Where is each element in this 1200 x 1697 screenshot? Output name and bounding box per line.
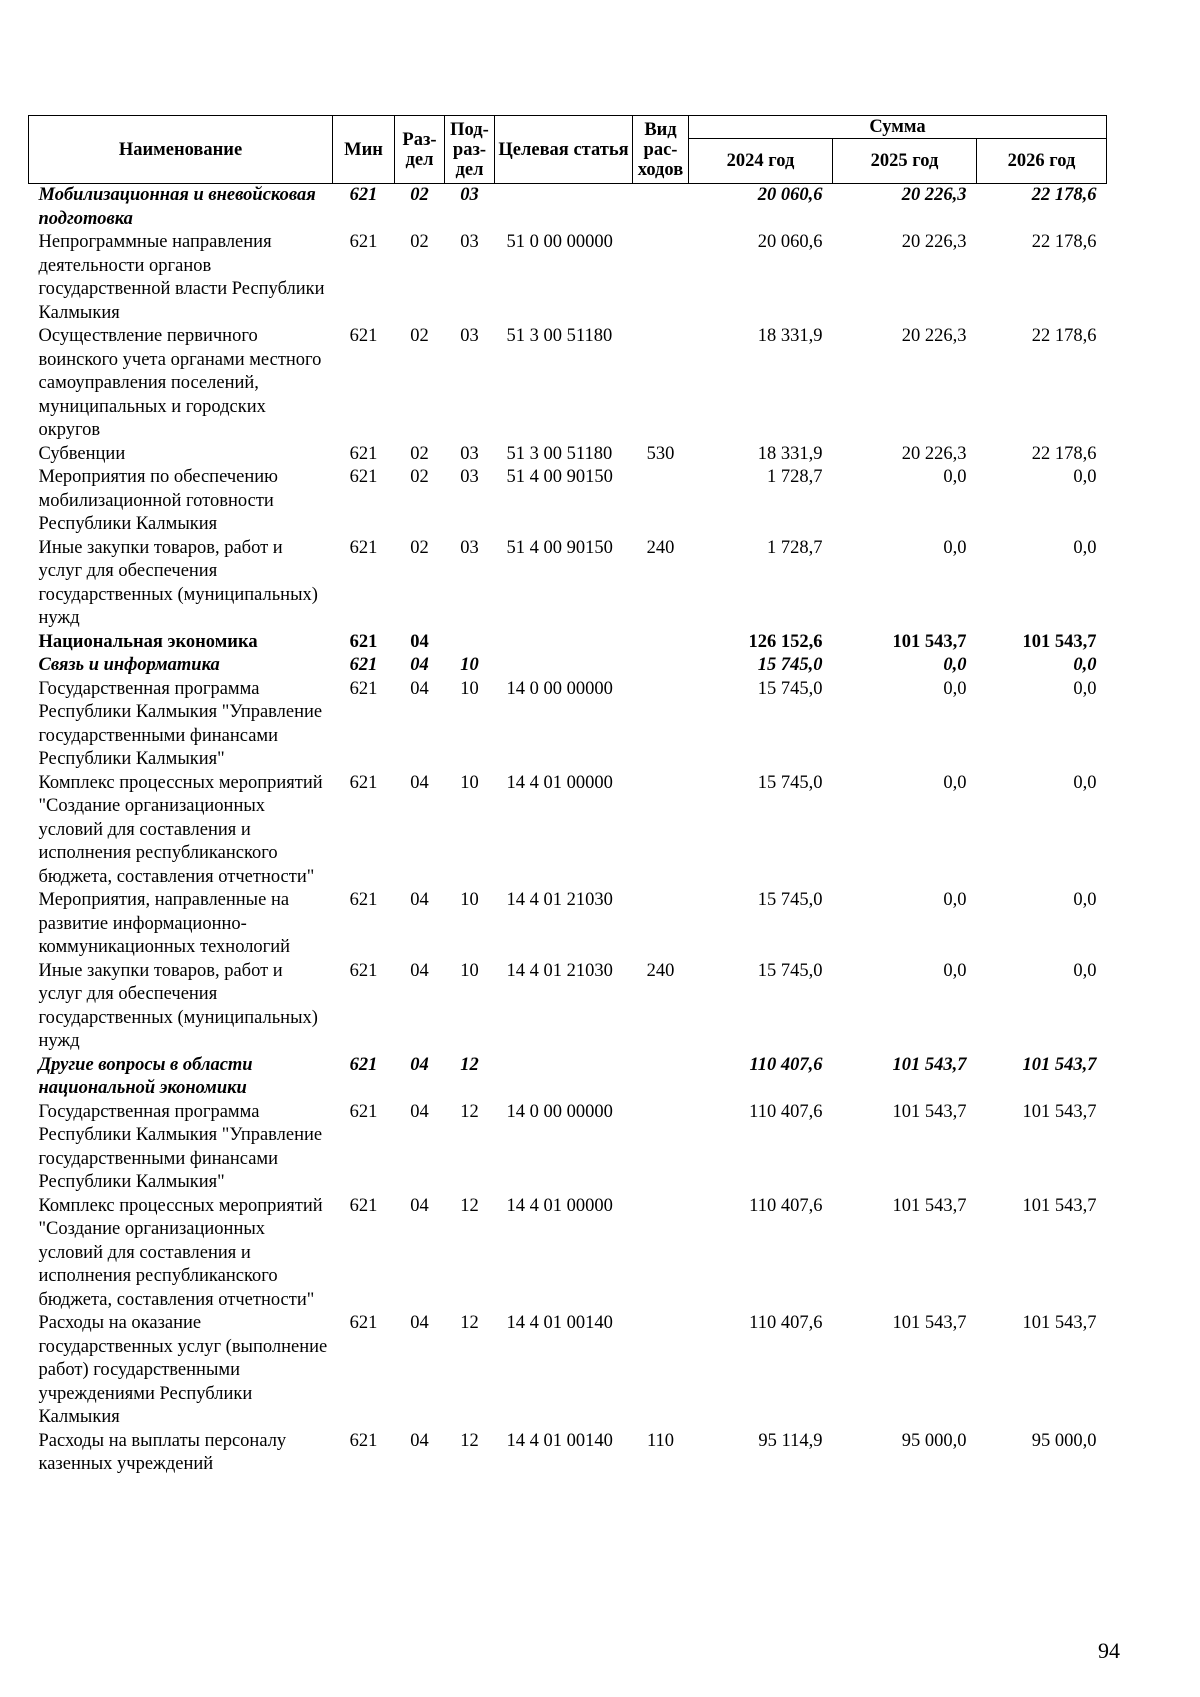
header-article: Целевая статья	[495, 116, 633, 184]
cell-name: Национальная экономика	[38, 631, 258, 652]
table-row	[29, 537, 1107, 631]
cell-2026: 0,0	[1073, 537, 1097, 558]
cell-2024: 18 331,9	[757, 443, 823, 464]
cell-2025: 0,0	[943, 890, 967, 910]
cell-section: 04	[410, 1101, 429, 1122]
cell-expense-type	[633, 325, 689, 443]
cell-2024: 110 407,6	[749, 1313, 823, 1333]
table-row	[29, 1054, 1107, 1101]
cell-subsection: 03	[460, 326, 479, 346]
cell-article: 51 3 00 51180	[506, 443, 613, 464]
cell-2025: 101 543,7	[892, 1101, 967, 1122]
cell-2025: 101 543,7	[892, 1054, 967, 1075]
cell-article: 14 4 01 00140	[506, 1430, 613, 1451]
cell-2024: 20 060,6	[757, 185, 823, 205]
table-row	[29, 889, 1107, 960]
header-min: Мин	[333, 116, 395, 184]
table-row	[29, 1312, 1107, 1430]
cell-expense-type	[633, 1195, 689, 1313]
cell-min: 621	[349, 467, 378, 487]
cell-expense-type	[633, 1101, 689, 1195]
cell-expense-type	[633, 1054, 689, 1101]
cell-section: 04	[410, 655, 429, 675]
cell-subsection: 03	[460, 467, 479, 487]
cell-2025: 0,0	[943, 467, 967, 487]
cell-section: 04	[410, 1313, 429, 1333]
cell-min: 621	[349, 1101, 378, 1122]
cell-2025: 0,0	[943, 655, 967, 675]
cell-expense-type	[633, 184, 689, 232]
cell-article	[495, 654, 633, 678]
cell-expense-type: 240	[646, 537, 675, 558]
header-subsection: Под-раз-дел	[445, 116, 495, 184]
cell-name: Мобилизационная и вневойсковая подготовка	[38, 185, 316, 229]
table-row	[29, 1195, 1107, 1313]
cell-expense-type: 110	[646, 1430, 675, 1451]
header-name: Наименование	[29, 116, 333, 184]
cell-min: 621	[349, 537, 378, 558]
cell-expense-type: 530	[646, 443, 675, 464]
cell-subsection: 03	[460, 443, 479, 464]
table-row	[29, 1430, 1107, 1477]
budget-table	[28, 115, 1107, 1477]
cell-2024: 15 745,0	[757, 960, 823, 981]
cell-name: Связь и информатика	[38, 655, 220, 675]
table-row	[29, 654, 1107, 678]
cell-name: Иные закупки товаров, работ и услуг для обеспечения государственных (муниципальных) нужд	[38, 960, 318, 1051]
cell-article	[495, 1054, 633, 1101]
cell-article: 14 0 00 00000	[506, 678, 613, 699]
table-header	[29, 116, 1107, 184]
cell-2026: 101 543,7	[1022, 631, 1097, 652]
cell-2025: 20 226,3	[901, 185, 967, 205]
cell-section: 02	[410, 443, 429, 464]
header-sum: Сумма	[689, 116, 1107, 139]
cell-2024: 15 745,0	[757, 678, 823, 699]
table-row	[29, 960, 1107, 1054]
cell-article: 51 4 00 90150	[506, 537, 613, 558]
cell-2026: 101 543,7	[1022, 1195, 1097, 1216]
cell-2026: 101 543,7	[1022, 1054, 1097, 1075]
cell-subsection: 10	[460, 655, 479, 675]
table-row	[29, 325, 1107, 443]
cell-subsection: 10	[460, 890, 479, 910]
cell-2025: 101 543,7	[892, 1195, 967, 1216]
cell-name: Государственная программа Республики Калмыкия "Управление государственными финансами Республики Калмыкия"	[38, 1101, 323, 1192]
cell-2025: 95 000,0	[901, 1430, 967, 1451]
cell-2024: 15 745,0	[757, 772, 823, 793]
cell-2024: 18 331,9	[757, 326, 823, 346]
cell-expense-type	[633, 772, 689, 890]
table-row	[29, 772, 1107, 890]
table-row	[29, 1101, 1107, 1195]
cell-expense-type	[633, 678, 689, 772]
cell-2026: 101 543,7	[1022, 1101, 1097, 1122]
cell-name: Субвенции	[38, 443, 126, 464]
cell-article: 14 0 00 00000	[506, 1101, 613, 1122]
cell-2024: 126 152,6	[748, 631, 823, 652]
cell-min: 621	[349, 890, 378, 910]
cell-subsection: 12	[460, 1054, 479, 1075]
cell-name: Другие вопросы в области национальной экономики	[38, 1054, 253, 1098]
cell-2024: 15 745,0	[757, 655, 823, 675]
cell-2024: 1 728,7	[767, 467, 823, 487]
cell-2024: 95 114,9	[758, 1430, 823, 1451]
cell-2026: 22 178,6	[1031, 232, 1097, 252]
cell-2026: 22 178,6	[1031, 185, 1097, 205]
cell-min: 621	[349, 772, 378, 793]
cell-2025: 0,0	[943, 678, 967, 699]
cell-min: 621	[349, 1054, 378, 1075]
cell-section: 02	[410, 537, 429, 558]
cell-section: 02	[410, 326, 429, 346]
cell-expense-type	[633, 631, 689, 655]
cell-2024: 1 728,7	[767, 537, 823, 558]
cell-subsection: 10	[460, 772, 479, 793]
cell-2025: 20 226,3	[901, 232, 967, 252]
cell-min: 621	[349, 185, 378, 205]
table-row	[29, 678, 1107, 772]
cell-min: 621	[349, 655, 378, 675]
table-row	[29, 184, 1107, 232]
cell-min: 621	[349, 1195, 378, 1216]
cell-2025: 101 543,7	[892, 631, 967, 652]
cell-name: Комплекс процессных мероприятий "Создание организационных условий для составления и исполнения республиканского бюджета, составления отчетности"	[38, 772, 323, 887]
cell-name: Иные закупки товаров, работ и услуг для обеспечения государственных (муниципальных) нужд	[38, 537, 318, 628]
header-section: Раз-дел	[395, 116, 445, 184]
page-number: 94	[1098, 1638, 1120, 1663]
header-2024: 2024 год	[689, 139, 833, 184]
table-body	[29, 184, 1107, 1477]
cell-subsection: 03	[460, 537, 479, 558]
header-2025: 2025 год	[833, 139, 977, 184]
cell-2024: 110 407,6	[749, 1054, 823, 1075]
cell-min: 621	[349, 678, 378, 699]
cell-article: 51 3 00 51180	[506, 326, 613, 346]
cell-section: 04	[410, 1430, 429, 1451]
cell-expense-type	[633, 1312, 689, 1430]
cell-2026: 0,0	[1073, 772, 1097, 793]
cell-subsection: 12	[460, 1101, 479, 1122]
cell-2024: 15 745,0	[757, 890, 823, 910]
cell-article: 14 4 01 00000	[506, 772, 613, 793]
cell-name: Расходы на выплаты персоналу казенных учреждений	[38, 1430, 287, 1474]
cell-article	[495, 631, 633, 655]
cell-subsection: 03	[460, 185, 479, 205]
cell-expense-type	[633, 654, 689, 678]
cell-2025: 0,0	[943, 960, 967, 981]
cell-2026: 101 543,7	[1022, 1313, 1097, 1333]
cell-subsection: 03	[460, 232, 479, 252]
cell-2025: 101 543,7	[892, 1313, 967, 1333]
cell-section: 04	[410, 1054, 429, 1075]
header-expense-type: Вид рас-ходов	[633, 116, 689, 184]
table-row	[29, 443, 1107, 467]
cell-section: 04	[410, 631, 429, 652]
cell-min: 621	[349, 960, 378, 981]
cell-subsection: 10	[460, 678, 479, 699]
cell-expense-type: 240	[646, 960, 675, 981]
cell-subsection: 12	[460, 1313, 479, 1333]
cell-2026: 22 178,6	[1031, 443, 1097, 464]
cell-2025: 20 226,3	[901, 443, 967, 464]
cell-name: Мероприятия по обеспечению мобилизационной готовности Республики Калмыкия	[38, 467, 278, 534]
cell-subsection: 10	[460, 960, 479, 981]
cell-section: 02	[410, 232, 429, 252]
cell-2026: 0,0	[1073, 890, 1097, 910]
cell-section: 02	[410, 467, 429, 487]
cell-2026: 0,0	[1073, 655, 1097, 675]
cell-article: 14 4 01 21030	[506, 960, 613, 981]
cell-2024: 110 407,6	[749, 1101, 823, 1122]
cell-min: 621	[349, 1313, 378, 1333]
cell-2024: 20 060,6	[757, 232, 823, 252]
cell-name: Государственная программа Республики Калмыкия "Управление государственными финансами Республики Калмыкия"	[38, 678, 323, 769]
cell-subsection: 12	[460, 1430, 479, 1451]
cell-2026: 22 178,6	[1031, 326, 1097, 346]
cell-name: Непрограммные направления деятельности органов государственной власти Республики Калмыкия	[38, 232, 325, 323]
cell-min: 621	[349, 443, 378, 464]
cell-min: 621	[349, 1430, 378, 1451]
cell-subsection: 12	[460, 1195, 479, 1216]
cell-section: 04	[410, 890, 429, 910]
cell-section: 04	[410, 678, 429, 699]
table-row	[29, 631, 1107, 655]
cell-2025: 0,0	[943, 537, 967, 558]
cell-article: 14 4 01 21030	[506, 890, 613, 910]
cell-2026: 95 000,0	[1031, 1430, 1097, 1451]
cell-article	[495, 184, 633, 232]
cell-2026: 0,0	[1073, 960, 1097, 981]
cell-section: 04	[410, 772, 429, 793]
cell-name: Мероприятия, направленные на развитие информационно-коммуникационных технологий	[38, 890, 291, 957]
cell-expense-type	[633, 466, 689, 537]
cell-expense-type	[633, 231, 689, 325]
cell-2025: 20 226,3	[901, 326, 967, 346]
cell-2026: 0,0	[1073, 678, 1097, 699]
cell-section: 04	[410, 960, 429, 981]
header-2026: 2026 год	[977, 139, 1107, 184]
cell-article: 14 4 01 00000	[506, 1195, 613, 1216]
cell-min: 621	[349, 232, 378, 252]
cell-2025: 0,0	[943, 772, 967, 793]
cell-2026: 0,0	[1073, 467, 1097, 487]
cell-subsection	[445, 631, 495, 655]
cell-name: Комплекс процессных мероприятий "Создание организационных условий для составления и исполнения республиканского бюджета, составления отчетности"	[38, 1195, 323, 1310]
cell-2024: 110 407,6	[749, 1195, 823, 1216]
cell-name: Осуществление первичного воинского учета органами местного самоуправления поселений, муниципальных и городских округов	[38, 326, 322, 440]
table-row	[29, 231, 1107, 325]
cell-min: 621	[349, 631, 378, 652]
cell-section: 02	[410, 185, 429, 205]
cell-expense-type	[633, 889, 689, 960]
cell-article: 51 4 00 90150	[506, 467, 613, 487]
cell-name: Расходы на оказание государственных услуг (выполнение работ) государственными учреждениями Республики Калмыкия	[38, 1313, 328, 1427]
table-row	[29, 466, 1107, 537]
cell-section: 04	[410, 1195, 429, 1216]
cell-min: 621	[349, 326, 378, 346]
cell-article: 51 0 00 00000	[506, 232, 613, 252]
cell-article: 14 4 01 00140	[506, 1313, 613, 1333]
